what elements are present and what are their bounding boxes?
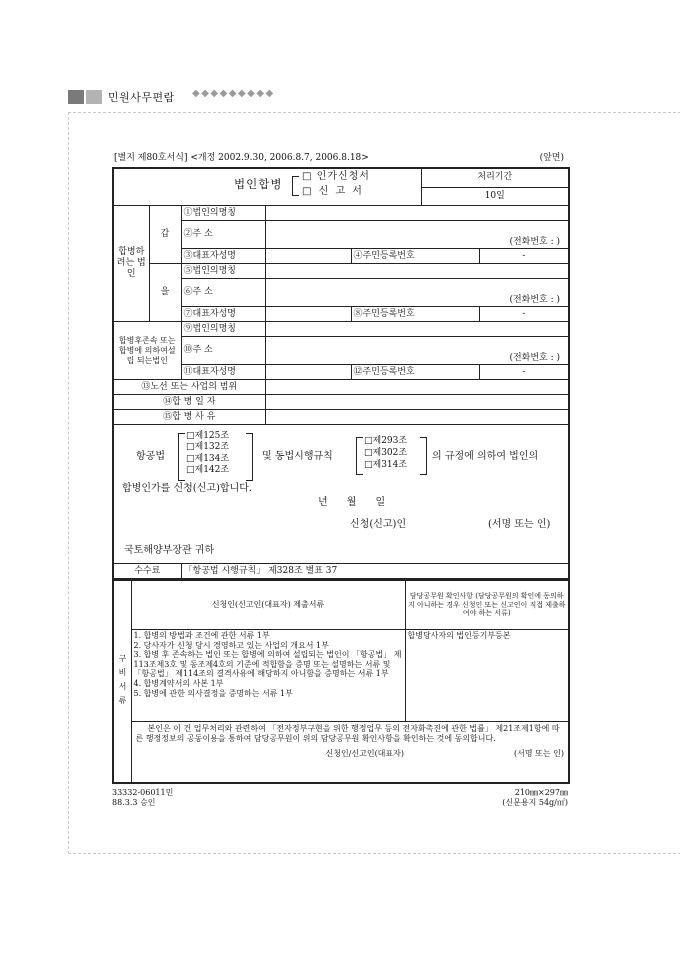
field-3: ③대표자성명 [181,249,265,264]
title-bracket [292,176,299,196]
doc-2: 2. 당사자가 신청 당시 경영하고 있는 사업의 개요서 1부 [133,640,329,650]
docs-table [112,580,570,784]
consent-text: 본인은 이 건 업무처리와 관련하여 「전자정부구현을 위한 행정업무 등의 전자화촉진에 관한 법률」 제21조제1항에 따른 행정정보의 공동이용을 통하여 담당공무원이 위의 담당공무원 확인사항을 확인하는 것에 동의합니다. [135,724,560,743]
header-block-light [86,90,102,104]
field-5-value[interactable] [265,264,569,279]
phone-2[interactable]: (전화번호 : ) [265,279,569,307]
request-text: 합병인가를 신청(신고)합니다. [122,482,253,494]
declaration-cell [113,425,569,564]
field-9-value[interactable] [265,322,569,337]
period-value: 10일 [421,187,569,205]
law-end: 의 규정에 의하여 법인의 [432,450,539,462]
consent-cell [131,722,569,784]
field-13: ⑬노선 또는 사업의 범위 [113,380,265,395]
officer-header: 담당공무원 확인사항 (담당공무원의 확인에 동의하지 아니하는 경우 신청인 또는 신고인이 직접 제출하여야 하는 서류) [405,581,569,630]
form-footer [112,788,568,818]
period-label: 처리기간 [421,168,569,187]
party-b-label: 을 [149,264,181,322]
field-8-value[interactable]: - [479,307,569,322]
field-2: ②주 소 [181,221,265,249]
field-14: ⑭합 병 일 자 [113,395,265,410]
officer-doc: 합병당사자의 법인등기부등본 [405,630,569,722]
phone-3[interactable]: (전화번호 : ) [265,337,569,365]
law-a2[interactable]: □제132조 [186,442,230,452]
field-14-value[interactable] [265,395,569,410]
merge-corp-label: 합병하려는 법인 [113,206,149,322]
form-label: [별지 제80호서식] <개정 2002.9.30, 2006.8.7, 2006.8.18> [114,153,369,163]
footer-size: 210㎜×297㎜ [514,788,568,797]
docs-list [131,630,405,722]
field-3-value[interactable] [265,249,351,264]
law-b2[interactable]: □제302조 [364,447,408,458]
applicant-sign[interactable]: (서명 또는 인) [488,518,551,530]
date-line[interactable]: 년 월 일 [318,496,386,508]
docs-side: 구비서류 [113,581,131,784]
footer-code: 33332-06011민 [112,788,174,797]
law-a1[interactable]: □제125조 [186,430,230,441]
footer-paper: (신문용지 54g/㎡) [502,798,568,808]
applicant-label: 신청(신고)인 [350,518,407,530]
field-12-value[interactable]: - [479,365,569,380]
form-top [112,152,568,167]
bracket-a-left [178,433,185,481]
field-9: ⑨법인의명칭 [181,322,265,337]
law-b-list [364,435,407,471]
doc-4: 4. 합병계약서의 사본 1부 [133,678,224,688]
consent-sign[interactable]: (서명 또는 인) [514,749,564,759]
field-12: ⑫주민등록번호 [351,365,479,380]
doc-5: 5. 합병에 관한 의사결정을 증명하는 서류 1부 [133,688,293,698]
doc-1: 1. 합병의 방법과 조건에 관한 서류 1부 [133,631,270,640]
field-6: ⑥주 소 [181,279,265,307]
field-8: ⑧주민등록번호 [351,307,479,322]
survive-label: 합병후존속 또는합병에 의하여설립 되는법인 [113,322,181,380]
header-dots: ◆◆◆◆◆◆◆◆◆ [192,88,275,99]
field-7-value[interactable] [265,307,351,322]
form-side: (앞면) [539,153,564,163]
party-a-label: 갑 [149,206,181,264]
field-1: ①법인의명칭 [181,206,265,221]
page-header [68,88,680,112]
law-mid: 및 동법시행규칙 [262,450,333,462]
recipient: 국토해양부장관 귀하 [124,544,215,556]
field-13-value[interactable] [265,380,569,395]
main-table [112,167,570,580]
law-a4[interactable]: □제142조 [186,465,230,475]
docs-header: 신청인(신고인(대표자) 제출서류 [131,581,405,630]
fee-value: 「항공법 시행규칙」 제328조 별표 37 [181,564,569,580]
option-application: □ 인가신청서 [302,171,370,182]
form-title: 법인합병 [234,177,283,191]
option-report: □ 신 고 서 [302,186,364,197]
law-a-list [186,431,229,477]
field-4-value[interactable]: - [479,249,569,264]
doc-3: 3. 합병 후 존속하는 법인 또는 합병에 의하여 설립되는 법인이 「항공법」 제113조제3호 및 동조제4호의 기준에 적합함을 증명 또는 설명하는 서류 및 「항공법」 제114조의 결격사유에 해당하지 아니함을 증명하는 서류 1부 [133,650,402,679]
field-5: ⑤법인의명칭 [181,264,265,279]
law-b3[interactable]: □제314조 [364,459,408,470]
field-1-value[interactable] [265,206,569,221]
field-10: ⑩주 소 [181,337,265,365]
bracket-b-right [420,437,427,475]
header-title: 민원사무편람 [108,91,175,104]
footer-approval: 88.3.3 승인 [112,798,156,808]
field-11: ⑪대표자성명 [181,365,265,380]
fee-label: 수수료 [113,564,181,580]
title-cell [113,168,421,206]
law-b1[interactable]: □제293조 [364,435,408,446]
field-11-value[interactable] [265,365,351,380]
law-a3[interactable]: □제134조 [186,453,230,464]
field-7: ⑦대표자성명 [181,307,265,322]
bracket-b-left [356,437,363,475]
law-name: 항공법 [136,450,165,462]
merger-form [112,152,568,818]
consent-applicant: 신청인/신고인(대표자) [325,749,404,759]
phone-1[interactable]: (전화번호 : ) [265,221,569,249]
field-4: ④주민등록번호 [351,249,479,264]
bracket-a-right [246,433,253,481]
field-15: ⑮합 병 사 유 [113,410,265,425]
field-15-value[interactable] [265,410,569,425]
header-block-dark [68,90,84,104]
